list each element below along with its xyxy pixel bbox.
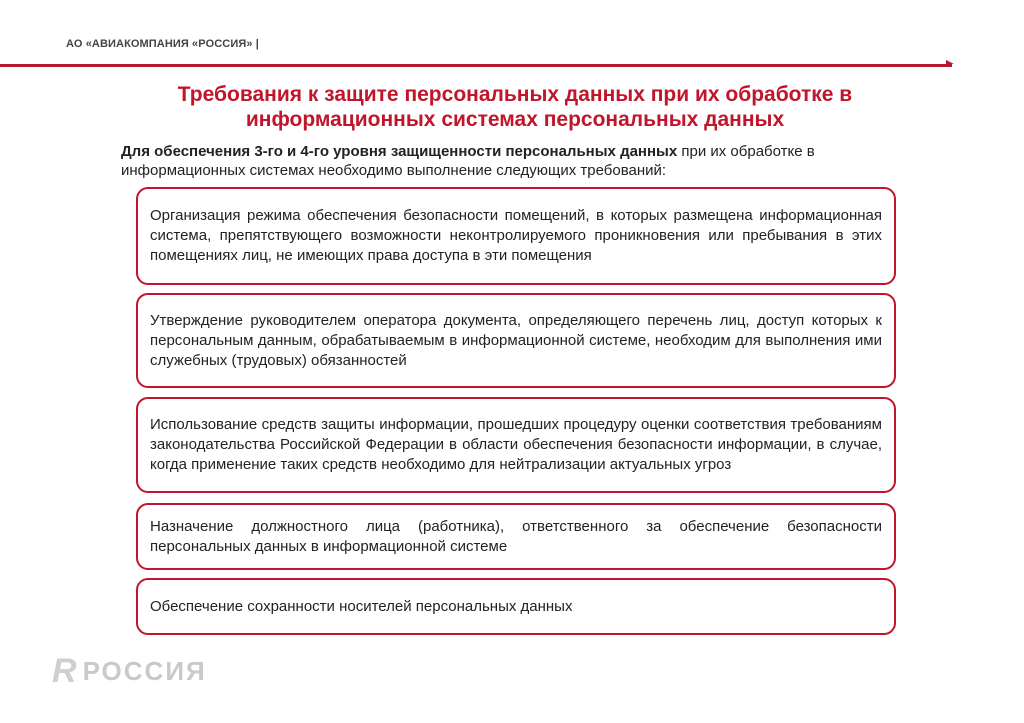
logo-mark-icon: R bbox=[52, 652, 77, 690]
rossiya-logo bbox=[52, 652, 207, 691]
logo-text: РОССИЯ bbox=[82, 656, 207, 686]
header-divider-tip bbox=[946, 60, 954, 64]
slide-title: Требования к защите персональных данных при их обработке в информационных системах персональных данных bbox=[177, 83, 853, 131]
company-header: АО «АВИАКОМПАНИЯ «РОССИЯ» | bbox=[66, 38, 259, 50]
intro-rest: при их обработке в информационных системах необходимо выполнение следующих требований: bbox=[121, 143, 815, 179]
requirement-text: Организация режима обеспечения безопасности помещений, в которых размещена информационная система, препятствующего возможности неконтролируемого проникновения или пребывания в этих помещениях лиц, не имеющих права доступа в эти помещения bbox=[150, 207, 882, 264]
requirement-box bbox=[136, 187, 896, 285]
requirement-text: Утверждение руководителем оператора документа, определяющего перечень лиц, доступ которых к персональным данным, обрабатываемым в информационной системе, необходим для выполнения ими служебных (трудовых) обязанностей bbox=[150, 311, 882, 369]
requirement-box bbox=[136, 503, 896, 570]
requirement-box bbox=[136, 397, 896, 493]
requirement-text: Использование средств защиты информации, прошедших процедуру оценки соответствия требованиям законодательства Российской Федерации в области обеспечения безопасности информации, в случае, когда применение таких средств необходимо для нейтрализации актуальных угроз bbox=[150, 416, 882, 473]
intro-text bbox=[121, 142, 911, 180]
requirement-text: Обеспечение сохранности носителей персональных данных bbox=[150, 597, 573, 615]
header-divider bbox=[0, 64, 952, 67]
requirement-box bbox=[136, 578, 896, 635]
intro-bold: Для обеспечения 3-го и 4-го уровня защищенности персональных данных bbox=[121, 143, 678, 160]
requirement-text: Назначение должностного лица (работника), ответственного за обеспечение безопасности персональных данных в информационной системе bbox=[150, 517, 882, 555]
requirement-box bbox=[136, 293, 896, 388]
